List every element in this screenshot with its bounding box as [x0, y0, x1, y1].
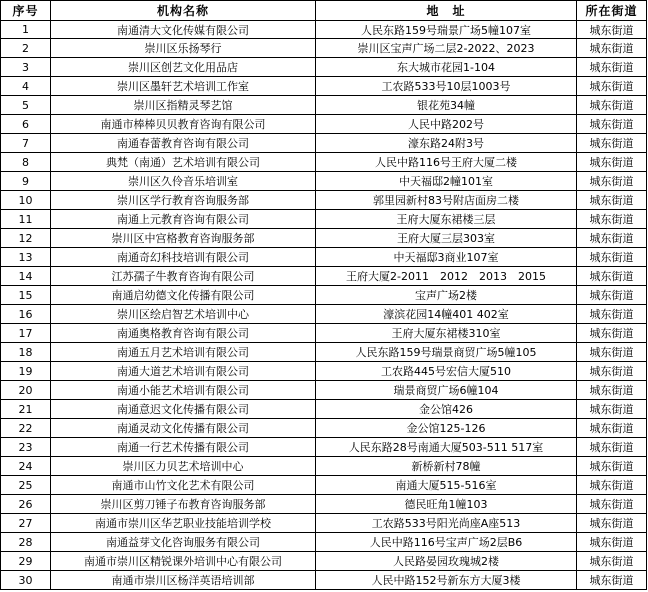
- cell-address: 郭里园新村83号附店面房二楼: [316, 191, 577, 210]
- cell-street: 城东街道: [577, 172, 647, 191]
- cell-no: 12: [1, 229, 51, 248]
- cell-address: 人民东路159号瑞景广场5幢107室: [316, 21, 577, 39]
- cell-address: 濠滨花园14幢401 402室: [316, 305, 577, 324]
- cell-street: 城东街道: [577, 21, 647, 39]
- table-row: [1, 248, 647, 267]
- cell-no: 10: [1, 191, 51, 210]
- table-row: [1, 324, 647, 343]
- table-row: [1, 39, 647, 58]
- cell-no: 7: [1, 134, 51, 153]
- cell-no: 24: [1, 457, 51, 476]
- cell-street: 城东街道: [577, 571, 647, 590]
- table-row: [1, 381, 647, 400]
- cell-street: 城东街道: [577, 552, 647, 571]
- cell-street: 城东街道: [577, 495, 647, 514]
- header-address: 地 址: [316, 1, 577, 21]
- table-row: [1, 362, 647, 381]
- cell-address: 德民旺角1幢103: [316, 495, 577, 514]
- cell-address: 金公馆125-126: [316, 419, 577, 438]
- cell-street: 城东街道: [577, 400, 647, 419]
- cell-address: 人民中路116号王府大厦二楼: [316, 153, 577, 172]
- cell-street: 城东街道: [577, 248, 647, 267]
- cell-address: 崇川区宝声广场二层2-2022、2023: [316, 39, 577, 58]
- cell-street: 城东街道: [577, 153, 647, 172]
- table-row: [1, 115, 647, 134]
- cell-street: 城东街道: [577, 419, 647, 438]
- cell-street: 城东街道: [577, 134, 647, 153]
- table-row: [1, 267, 647, 286]
- cell-org-name: 江苏孺子牛教育咨询有限公司: [51, 267, 316, 286]
- table-row: [1, 552, 647, 571]
- cell-address: 人民中路202号: [316, 115, 577, 134]
- cell-org-name: 崇川区指精灵琴艺馆: [51, 96, 316, 115]
- cell-street: 城东街道: [577, 210, 647, 229]
- table-row: [1, 495, 647, 514]
- cell-street: 城东街道: [577, 362, 647, 381]
- table-row: [1, 96, 647, 115]
- cell-address: 工农路445号宏信大厦510: [316, 362, 577, 381]
- cell-address: 王府大厦三层303室: [316, 229, 577, 248]
- cell-org-name: 南通春蕾教育咨询有限公司: [51, 134, 316, 153]
- cell-no: 25: [1, 476, 51, 495]
- cell-org-name: 南通启幼德文化传播有限公司: [51, 286, 316, 305]
- cell-street: 城东街道: [577, 438, 647, 457]
- cell-no: 21: [1, 400, 51, 419]
- cell-org-name: 南通市崇川区杨洋英语培训部: [51, 571, 316, 590]
- cell-street: 城东街道: [577, 39, 647, 58]
- cell-no: 28: [1, 533, 51, 552]
- table-row: [1, 153, 647, 172]
- cell-org-name: 南通五月艺术培训有限公司: [51, 343, 316, 362]
- cell-org-name: 南通益芽文化咨询服务有限公司: [51, 533, 316, 552]
- cell-address: 瑞景商贸广场6幢104: [316, 381, 577, 400]
- cell-org-name: 崇川区绘启智艺术培训中心: [51, 305, 316, 324]
- table-row: [1, 77, 647, 96]
- cell-street: 城东街道: [577, 457, 647, 476]
- cell-no: 23: [1, 438, 51, 457]
- cell-org-name: 南通市崇川区华艺职业技能培训学校: [51, 514, 316, 533]
- cell-org-name: 南通市崇川区精锐课外培训中心有限公司: [51, 552, 316, 571]
- table-row: [1, 229, 647, 248]
- cell-org-name: 南通上元教育咨询有限公司: [51, 210, 316, 229]
- header-no: 序号: [1, 1, 51, 21]
- cell-org-name: 崇川区乐扬琴行: [51, 39, 316, 58]
- header-row: [1, 1, 647, 21]
- cell-no: 26: [1, 495, 51, 514]
- cell-org-name: 崇川区创艺文化用品店: [51, 58, 316, 77]
- cell-org-name: 南通灵动文化传播有限公司: [51, 419, 316, 438]
- cell-address: 银花苑34幢: [316, 96, 577, 115]
- cell-street: 城东街道: [577, 343, 647, 362]
- cell-address: 王府大厦2-2011 2012 2013 2015: [316, 267, 577, 286]
- cell-address: 人民东路159号瑞景商贸广场5幢105: [316, 343, 577, 362]
- cell-address: 人民中路116号宝声广场2层B6: [316, 533, 577, 552]
- cell-org-name: 崇川区剪刀锤子布教育咨询服务部: [51, 495, 316, 514]
- cell-no: 13: [1, 248, 51, 267]
- cell-org-name: 南通奇幻科技培训有限公司: [51, 248, 316, 267]
- header-street: 所在街道: [577, 1, 647, 21]
- cell-no: 1: [1, 21, 51, 39]
- table-row: [1, 191, 647, 210]
- cell-address: 人民东路28号南通大厦503-511 517室: [316, 438, 577, 457]
- cell-no: 29: [1, 552, 51, 571]
- cell-address: 宝声广场2楼: [316, 286, 577, 305]
- cell-org-name: 南通清大文化传媒有限公司: [51, 21, 316, 39]
- cell-address: 人民中路152号新东方大厦3楼: [316, 571, 577, 590]
- cell-address: 王府大厦东裙楼三层: [316, 210, 577, 229]
- cell-org-name: 崇川区墨轩艺术培训工作室: [51, 77, 316, 96]
- cell-address: 中天福邸2幢101室: [316, 172, 577, 191]
- cell-address: 中天福邸3商业107室: [316, 248, 577, 267]
- cell-address: 人民路晏园玫瑰城2楼: [316, 552, 577, 571]
- table-row: [1, 419, 647, 438]
- cell-street: 城东街道: [577, 191, 647, 210]
- cell-org-name: 崇川区久伶音乐培训室: [51, 172, 316, 191]
- cell-no: 14: [1, 267, 51, 286]
- table-header: [1, 1, 647, 21]
- cell-no: 5: [1, 96, 51, 115]
- cell-address: 新桥新村78幢: [316, 457, 577, 476]
- cell-street: 城东街道: [577, 96, 647, 115]
- cell-address: 工农路533号阳光尚座A座513: [316, 514, 577, 533]
- table-row: [1, 210, 647, 229]
- table-row: [1, 134, 647, 153]
- table-body: [1, 21, 647, 590]
- cell-address: 濠东路24附3号: [316, 134, 577, 153]
- cell-no: 2: [1, 39, 51, 58]
- table-row: [1, 571, 647, 590]
- cell-street: 城东街道: [577, 476, 647, 495]
- cell-org-name: 南通一行艺术传播有限公司: [51, 438, 316, 457]
- cell-org-name: 南通奥格教育咨询有限公司: [51, 324, 316, 343]
- cell-street: 城东街道: [577, 267, 647, 286]
- cell-street: 城东街道: [577, 77, 647, 96]
- table-row: [1, 457, 647, 476]
- cell-street: 城东街道: [577, 286, 647, 305]
- cell-street: 城东街道: [577, 533, 647, 552]
- cell-street: 城东街道: [577, 229, 647, 248]
- table-row: [1, 286, 647, 305]
- cell-street: 城东街道: [577, 514, 647, 533]
- cell-no: 11: [1, 210, 51, 229]
- cell-no: 16: [1, 305, 51, 324]
- cell-org-name: 典梵（南通）艺术培训有限公司: [51, 153, 316, 172]
- cell-no: 4: [1, 77, 51, 96]
- table-row: [1, 400, 647, 419]
- table-row: [1, 172, 647, 191]
- cell-no: 15: [1, 286, 51, 305]
- table-row: [1, 438, 647, 457]
- cell-org-name: 崇川区中宫格教育咨询服务部: [51, 229, 316, 248]
- cell-no: 8: [1, 153, 51, 172]
- cell-street: 城东街道: [577, 381, 647, 400]
- table-row: [1, 305, 647, 324]
- cell-street: 城东街道: [577, 58, 647, 77]
- table-row: [1, 514, 647, 533]
- cell-no: 19: [1, 362, 51, 381]
- table-row: [1, 533, 647, 552]
- cell-address: 南通大厦515-516室: [316, 476, 577, 495]
- cell-no: 17: [1, 324, 51, 343]
- table-row: [1, 58, 647, 77]
- table-row: [1, 476, 647, 495]
- cell-street: 城东街道: [577, 305, 647, 324]
- cell-org-name: 南通市山竹文化艺术有限公司: [51, 476, 316, 495]
- header-org-name: 机构名称: [51, 1, 316, 21]
- cell-no: 9: [1, 172, 51, 191]
- cell-no: 20: [1, 381, 51, 400]
- cell-org-name: 南通大道艺术培训有限公司: [51, 362, 316, 381]
- cell-street: 城东街道: [577, 115, 647, 134]
- cell-no: 22: [1, 419, 51, 438]
- cell-org-name: 南通小能艺术培训有限公司: [51, 381, 316, 400]
- cell-no: 30: [1, 571, 51, 590]
- cell-org-name: 崇川区力贝艺术培训中心: [51, 457, 316, 476]
- cell-org-name: 崇川区学行教育咨询服务部: [51, 191, 316, 210]
- cell-address: 王府大厦东裙楼310室: [316, 324, 577, 343]
- cell-org-name: 南通市棒棒贝贝教育咨询有限公司: [51, 115, 316, 134]
- cell-no: 18: [1, 343, 51, 362]
- cell-address: 金公馆426: [316, 400, 577, 419]
- cell-address: 工农路533号10层1003号: [316, 77, 577, 96]
- cell-address: 东大城市花园1-104: [316, 58, 577, 77]
- cell-org-name: 南通意迟文化传播有限公司: [51, 400, 316, 419]
- cell-no: 3: [1, 58, 51, 77]
- table-row: [1, 21, 647, 39]
- cell-no: 6: [1, 115, 51, 134]
- cell-street: 城东街道: [577, 324, 647, 343]
- cell-no: 27: [1, 514, 51, 533]
- table-row: [1, 343, 647, 362]
